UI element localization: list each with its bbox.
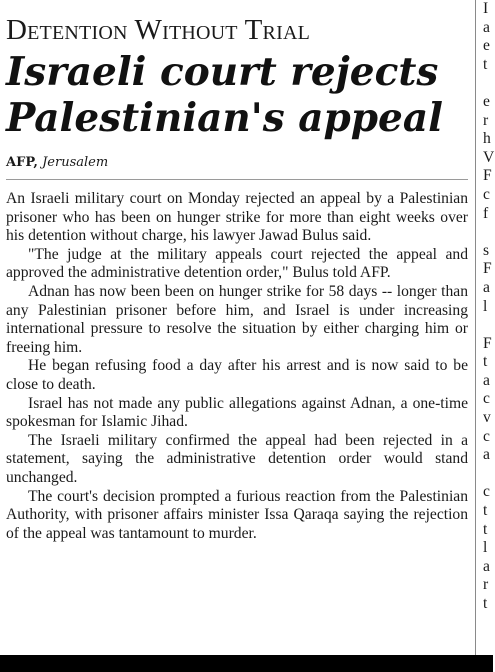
adjacent-column-letter: t (483, 502, 488, 520)
adjacent-column-letter: r (483, 111, 489, 129)
adjacent-column-letter: F (483, 167, 492, 185)
adjacent-column-cutoff-text (483, 0, 495, 655)
article-kicker: Detention Without Trial (6, 14, 311, 46)
headline-line-1: Israeli court rejects (6, 49, 439, 95)
adjacent-column-letter: I (483, 0, 489, 17)
paragraph: Adnan has now been been on hunger strike for 58 days -- longer than any Palestinian prisoner before him, and Israel is under increasing international pressure to resolve the situation by either charging him or freeing him. (6, 282, 468, 356)
headline-line-2: Palestinian's appeal (6, 95, 443, 141)
paragraph: He began refusing food a day after his arrest and is now said to be close to death. (6, 357, 468, 393)
adjacent-column-letter: t (483, 595, 488, 612)
adjacent-column-letter: c (483, 427, 490, 445)
column-divider (475, 0, 476, 655)
adjacent-column-letter (483, 223, 495, 242)
adjacent-column-letter: t (483, 55, 488, 73)
adjacent-column-letter (483, 316, 495, 335)
article (6, 0, 468, 655)
adjacent-column-letter: c (483, 390, 490, 408)
adjacent-column-letter: a (483, 278, 490, 296)
adjacent-column-letter: a (483, 557, 490, 575)
adjacent-column-letter: c (483, 483, 490, 501)
adjacent-column-letter: r (483, 576, 489, 594)
adjacent-column-letter: a (483, 371, 490, 389)
byline (6, 155, 468, 180)
paragraph: Israel has not made any public allegations against Adnan, a one-time spokesman for Islamic Jihad. (6, 394, 468, 431)
adjacent-column-letter: f (483, 204, 489, 222)
adjacent-column-letter: v (483, 409, 491, 427)
adjacent-column-letter: F (483, 334, 492, 352)
adjacent-column-letter: e (483, 37, 490, 55)
page-bottom-bar (0, 655, 493, 672)
paragraph: The court's decision prompted a furious reaction from the Palestinian Authority, with prisoner affairs minister Issa Qaraqa saying the rejection of the appeal was tantamount to murder. (6, 487, 468, 542)
adjacent-column-letter: l (483, 297, 488, 315)
byline-agency: AFP, (6, 155, 38, 170)
adjacent-column-letter: V (483, 148, 495, 166)
adjacent-column-letter: l (483, 539, 488, 557)
article-body (6, 190, 468, 543)
paragraph: An Israeli military court on Monday rejected an appeal by a Palestinian prisoner who has been on hunger strike for more than eight weeks over his detention without charge, his lawyer Jawad Bulus said. (6, 190, 468, 245)
byline-place: Jerusalem (42, 155, 109, 170)
adjacent-column-letter: s (483, 241, 490, 259)
paragraph: The Israeli military confirmed the appeal had been rejected in a statement, saying the administrative detention order would stand unchanged. (6, 431, 468, 486)
adjacent-column-letter: t (483, 520, 488, 538)
adjacent-column-letter: e (483, 92, 490, 110)
adjacent-column-letter: c (483, 185, 490, 203)
article-headline (6, 49, 468, 141)
adjacent-column-letter (483, 74, 495, 93)
paragraph: "The judge at the military appeals court rejected the appeal and approved the administrative detention order," Bulus told AFP. (6, 245, 468, 282)
adjacent-column-letter (483, 465, 495, 484)
adjacent-column-letter: h (483, 130, 491, 148)
adjacent-column-letter: a (483, 18, 490, 36)
adjacent-column-letter: F (483, 260, 492, 278)
adjacent-column-letter: a (483, 446, 490, 464)
adjacent-column-letter: t (483, 353, 488, 371)
